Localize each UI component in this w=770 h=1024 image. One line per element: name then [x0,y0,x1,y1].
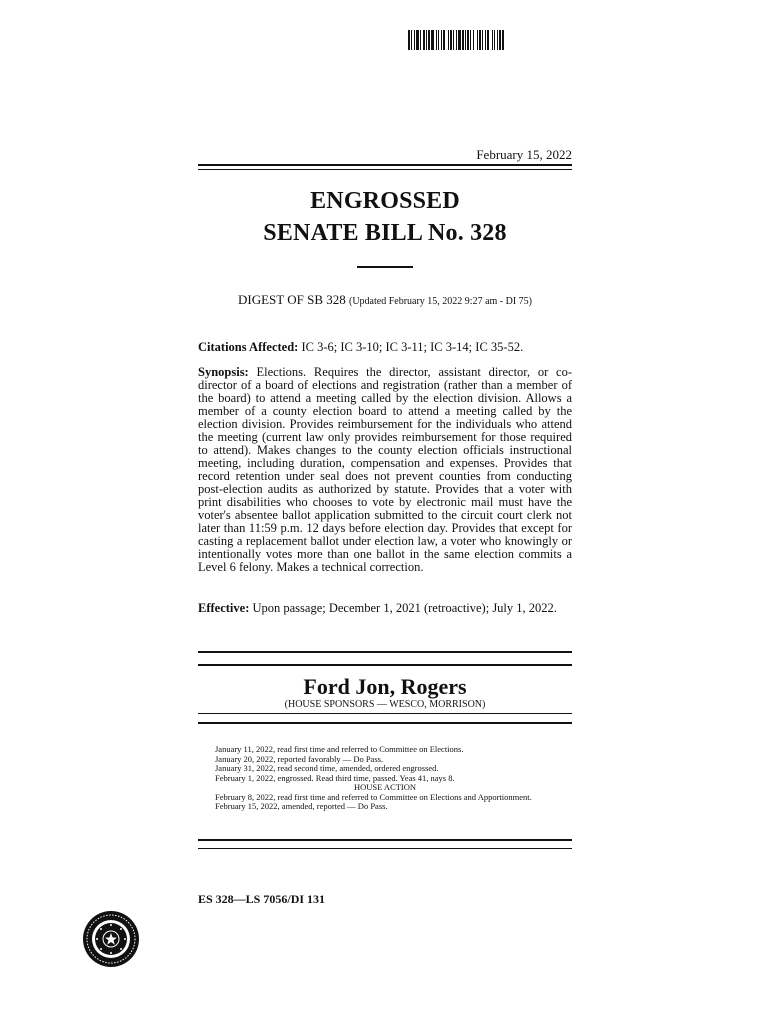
barcode-bar [504,30,505,50]
senate-action-item: January 20, 2022, reported favorably — Do Pass. [215,753,384,764]
divider [198,848,572,849]
senate-sponsors: Ford Jon, Rogers [303,674,467,699]
divider [198,651,572,653]
house-action-heading: HOUSE ACTION [353,782,417,792]
divider [198,722,572,724]
legislative-actions [198,745,572,812]
divider [198,164,572,166]
citations-label: Citations Affected: [198,340,299,354]
effective [198,602,572,615]
effective-label: Effective: [198,601,250,615]
citations-text: IC 3-6; IC 3-10; IC 3-11; IC 3-14; IC 35-52. [301,340,524,354]
synopsis-text: Elections. Requires the director, assistant director, or co-director of a board of elections and registration (rather than a member of the board) to attend a meeting called by the election division. Allows a member of a county election board to attend a meeting called by the election division. Provides reimbursement for the individuals who attend the meeting (current law only provides reimbursement for those required to attend). Makes changes to the county election officials instructional meeting, including duration, compensation and expenses. Provides that record retention under seal does not prevent counties from conducting post-election audits as authorized by statute. Provides that a voter with print disabilities who chooses to vote by electronic mail must have the voter's absentee ballot application submitted to the circuit court clerk not later than 11:59 p.m. 12 days before election day. Provides that except for casting a replacement ballot under election law, a voter who knowingly or intentionally votes more than one ballot in the same election commits a Level 6 felony. Makes a technical correction. [198,365,573,574]
divider [198,169,572,170]
bill-title-line1: ENGROSSED [310,188,460,214]
effective-text: Upon passage; December 1, 2021 (retroactive); July 1, 2022. [252,601,557,615]
digest-heading [198,292,572,308]
divider [198,664,572,666]
document-date: February 15, 2022 [476,147,572,162]
divider [198,839,572,841]
synopsis [198,366,572,574]
citations-affected [198,341,572,354]
synopsis-label: Synopsis: [198,365,249,379]
house-sponsors: (HOUSE SPONSORS — WESCO, MORRISON) [284,699,486,710]
digest-label: DIGEST OF SB 328 [237,292,346,307]
digest-updated: (Updated February 15, 2022 9:27 am - DI 75) [349,296,533,307]
senate-action-item: January 11, 2022, read first time and referred to Committee on Elections. [215,744,464,754]
barcode-icon [408,30,588,50]
senate-action-item: January 31, 2022, read second time, amended, ordered engrossed. [215,763,439,773]
indiana-state-seal-icon [82,910,140,968]
bill-title-line2: SENATE BILL No. 328 [263,220,507,246]
senate-action-item: February 1, 2022, engrossed. Read third time, passed. Yeas 41, nays 8. [215,772,455,783]
title-divider [357,266,413,268]
divider [198,713,572,714]
house-action-item: February 8, 2022, read first time and referred to Committee on Elections and Apportionment. [215,791,532,802]
house-action-item: February 15, 2022, amended, reported — Do Pass. [215,801,388,811]
ls-number: ES 328—LS 7056/DI 131 [198,892,326,906]
